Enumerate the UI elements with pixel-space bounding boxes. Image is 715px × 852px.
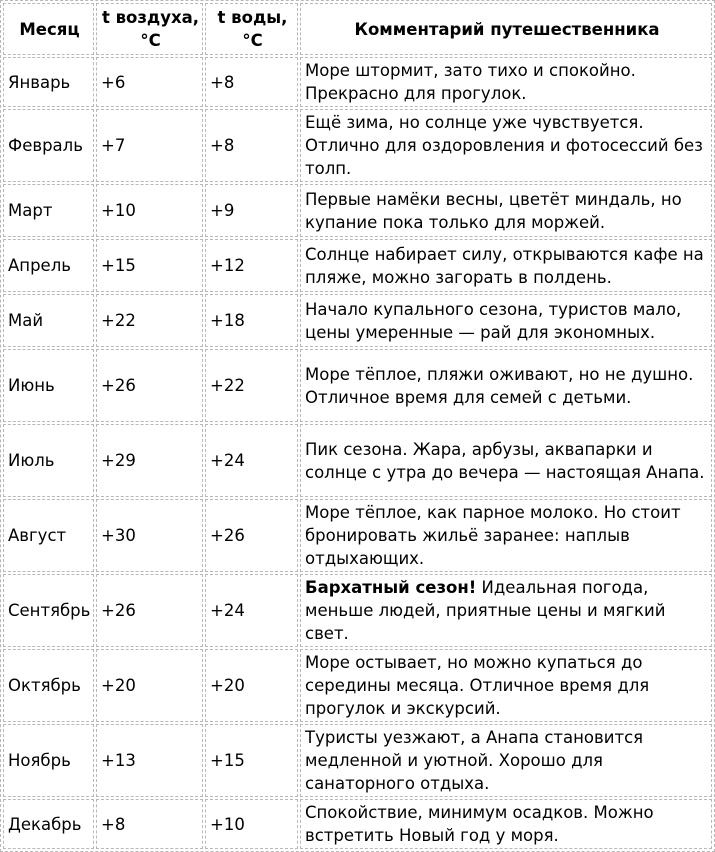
water-temp-cell: +10 [205,799,298,849]
comment-cell [300,349,712,422]
water-temp-cell: +12 [205,239,298,292]
month-cell: Ноябрь [3,724,94,797]
table-row [3,239,712,292]
air-temp-cell: +6 [96,57,203,107]
month-cell: Октябрь [3,649,94,722]
month-cell: Май [3,294,94,347]
comment-cell [300,57,712,107]
comment-cell [300,724,712,797]
air-temp-cell: +7 [96,109,203,182]
table-row [3,109,712,182]
water-temp-cell: +9 [205,184,298,237]
comment-text: Первые намёки весны, цветёт миндаль, но купание пока только для моржей. [305,189,682,232]
comment-cell [300,109,712,182]
comment-cell [300,499,712,572]
comment-cell [300,184,712,237]
water-temp-cell: +8 [205,109,298,182]
comment-cell [300,294,712,347]
header-air-temp: t воздуха, °C [96,3,203,55]
air-temp-cell: +30 [96,499,203,572]
comment-text: Море тёплое, как парное молоко. Но стоит бронировать жильё заранее: наплыв отдыхающих. [305,503,681,568]
table-row [3,294,712,347]
header-row [3,3,712,55]
air-temp-cell: +26 [96,349,203,422]
table-row [3,57,712,107]
comment-text: Море штормит, зато тихо и спокойно. Прекрасно для прогулок. [305,61,636,103]
water-temp-cell: +18 [205,294,298,347]
comment-cell [300,424,712,497]
air-temp-cell: +29 [96,424,203,497]
air-temp-cell: +20 [96,649,203,722]
month-cell: Сентябрь [3,574,94,647]
water-temp-cell: +24 [205,424,298,497]
comment-cell [300,574,712,647]
table-row [3,574,712,647]
comment-cell [300,799,712,849]
air-temp-cell: +10 [96,184,203,237]
table-row [3,499,712,572]
comment-text: Начало купального сезона, туристов мало, цены умеренные — рай для экономных. [305,299,682,342]
air-temp-cell: +26 [96,574,203,647]
table-row [3,649,712,722]
water-temp-cell: +24 [205,574,298,647]
table-row [3,799,712,849]
month-cell: Август [3,499,94,572]
header-water-temp: t воды, °C [205,3,298,55]
water-temp-cell: +22 [205,349,298,422]
comment-text: Море тёплое, пляжи оживают, но не душно. Отличное время для семей с детьми. [305,364,694,407]
air-temp-cell: +15 [96,239,203,292]
month-cell: Июль [3,424,94,497]
table-body [3,57,712,849]
header-comment: Комментарий путешественника [300,3,712,55]
comment-cell [300,239,712,292]
comment-text: Спокойствие, минимум осадков. Можно встретить Новый год у моря. [305,803,654,845]
header-month: Месяц [3,3,94,55]
comment-cell [300,649,712,722]
water-temp-cell: +20 [205,649,298,722]
table-row [3,184,712,237]
table-row [3,349,712,422]
comment-text: Солнце набирает силу, открываются кафе на пляже, можно загорать в полдень. [305,244,704,287]
comment-text: Туристы уезжают, а Анапа становится медленной и уютной. Хорошо для санаторного отдыха. [305,728,644,793]
month-cell: Декабрь [3,799,94,849]
comment-text: Море остывает, но можно купаться до середины месяца. Отличное время для прогулок и экскурсий. [305,653,650,718]
air-temp-cell: +22 [96,294,203,347]
month-cell: Март [3,184,94,237]
month-cell: Июнь [3,349,94,422]
water-temp-cell: +8 [205,57,298,107]
comment-text: Пик сезона. Жара, арбузы, аквапарки и солнце с утра до вечера — настоящая Анапа. [305,439,705,482]
table-row [3,424,712,497]
water-temp-cell: +26 [205,499,298,572]
month-cell: Февраль [3,109,94,182]
water-temp-cell: +15 [205,724,298,797]
comment-text: Идеальная погода, меньше людей, приятные цены и мягкий свет. [305,578,666,643]
month-cell: Апрель [3,239,94,292]
air-temp-cell: +8 [96,799,203,849]
air-temp-cell: +13 [96,724,203,797]
month-cell: Январь [3,57,94,107]
comment-text: Ещё зима, но солнце уже чувствуется. Отлично для оздоровления и фотосессий без толп. [305,113,703,178]
table-row [3,724,712,797]
comment-highlight: Бархатный сезон! [305,578,477,597]
